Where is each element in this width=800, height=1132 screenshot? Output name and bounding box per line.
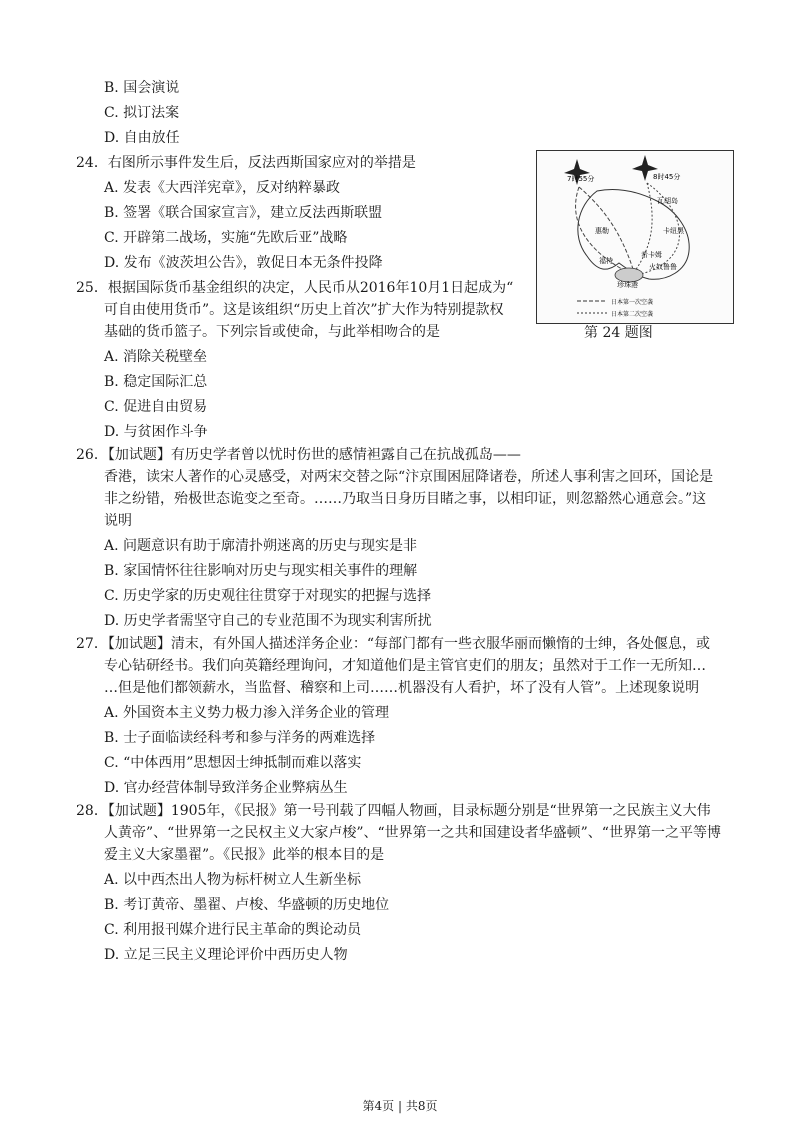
- q26-option-d: D. 历史学者需坚守自己的专业范围不为现实利害所扰: [104, 613, 432, 629]
- q26-option-a: A. 问题意识有助于廓清扑朔迷离的历史与现实是非: [104, 538, 418, 554]
- figure-caption: 第 24 题图: [584, 325, 653, 341]
- q27-option-d: D. 官办经营体制导致洋务企业弊病丛生: [104, 780, 348, 796]
- map-label-ford: 福特: [599, 257, 613, 265]
- q25-line-1: 25．根据国际货币基金组织的决定，人民币从2016年10月1日起成为“: [76, 280, 514, 296]
- q24-stem: 24．右图所示事件发生后，反法西斯国家应对的举措是: [76, 155, 416, 171]
- q26-option-c: C. 历史学家的历史观往往贯穿于对现实的把握与选择: [104, 588, 432, 604]
- map-time-left: 7时55分: [567, 175, 595, 183]
- q26-line-1: 26．【加试题】有历史学者曾以忧时伤世的感情袒露自己在抗战孤岛——: [76, 447, 521, 463]
- q24-option-c: C. 开辟第二战场，实施“先欧后亚”战略: [104, 230, 348, 246]
- prev-option-b: B. 国会演说: [104, 80, 180, 96]
- q28-line-2: 人黄帝”、“世界第一之民权主义大家卢梭”、“世界第一之共和国建设者华盛顿”、“世界第一之平等博: [104, 825, 721, 841]
- q28-option-b: B. 考订黄帝、墨翟、卢梭、华盛顿的历史地位: [104, 897, 390, 913]
- map-svg: [537, 151, 733, 323]
- q25-option-b: B. 稳定国际汇总: [104, 374, 208, 390]
- q26-line-2: 香港，读宋人著作的心灵感受，对两宋交替之际“汴京围困屈降诸卷，所述人事利害之回环，国论是: [104, 469, 714, 485]
- q27-option-c: C. “中体西用”思想因士绅抵制而难以落实: [104, 755, 362, 771]
- q27-line-1: 27．【加试题】清末，有外国人描述洋务企业：“每部门都有一些衣服华丽而懒惰的士绅，各处偃息，或: [76, 636, 710, 652]
- q27-line-2: 专心钻研经书。我们向英籍经理询问，才知道他们是主管官吏们的朋友；虽然对于工作一无所知…: [104, 658, 706, 674]
- map-label-wheeler: 惠勒: [595, 227, 609, 235]
- page-number-footer: 第4页 | 共8页: [362, 1099, 438, 1113]
- q26-option-b: B. 家国情怀往往影响对历史与现实相关事件的理解: [104, 563, 418, 579]
- harbor-shape: [615, 268, 643, 282]
- q28-option-a: A. 以中西杰出人物为标杆树立人生新坐标: [104, 872, 362, 888]
- pearl-harbor-map-figure: [536, 150, 734, 324]
- legend-second-raid: 日本第二次空袭: [611, 311, 654, 318]
- map-label-hickam: 希卡姆: [641, 251, 662, 259]
- q26-line-3: 非之纷错，殆极世态诡变之至奇。……乃取当日身历目睹之事，以相印证，则忽豁然心通意会。”这: [104, 491, 707, 507]
- map-label-honolulu: 火奴鲁鲁: [649, 263, 677, 271]
- q25-option-d: D. 与贫困作斗争: [104, 424, 208, 440]
- q24-option-b: B. 签署《联合国家宣言》，建立反法西斯联盟: [104, 205, 383, 221]
- q27-line-3: …但是他们都领薪水，当监督、稽察和上司……机器没有人看护，坏了没有人管”。上述现象说明: [104, 680, 700, 696]
- q25-option-a: A. 消除关税壁垒: [104, 349, 208, 365]
- q25-line-3: 基础的货币篮子。下列宗旨或使命，与此举相吻合的是: [104, 324, 440, 340]
- map-label-wahu: 瓦胡岛: [657, 197, 678, 205]
- q28-line-3: 爱主义大家墨翟”。《民报》此举的根本目的是: [104, 847, 385, 863]
- q28-line-1: 28．【加试题】1905年，《民报》第一号刊载了四幅人物画，目录标题分别是“世界第一之民族主义大伟: [76, 803, 711, 819]
- prev-option-c: C. 拟订法案: [104, 105, 180, 121]
- legend-first-raid: 日本第一次空袭: [611, 299, 654, 306]
- q26-line-4: 说明: [104, 513, 132, 529]
- q25-option-c: C. 促进自由贸易: [104, 399, 208, 415]
- q24-option-d: D. 发布《波茨坦公告》，敦促日本无条件投降: [104, 255, 383, 271]
- prev-option-d: D. 自由放任: [104, 130, 180, 146]
- q28-option-c: C. 利用报刊媒介进行民主革命的舆论动员: [104, 922, 362, 938]
- q28-option-d: D. 立足三民主义理论评价中西历史人物: [104, 947, 348, 963]
- map-time-right: 8时45分: [653, 173, 681, 181]
- q24-option-a: A. 发表《大西洋宪章》，反对纳粹暴政: [104, 180, 341, 196]
- map-label-kaneohe: 卡纽黑: [663, 227, 684, 235]
- q27-option-a: A. 外国资本主义势力极力渗入洋务企业的管理: [104, 705, 390, 721]
- q25-line-2: 可自由使用货币”。这是该组织“历史上首次”扩大作为特别提款权: [104, 302, 504, 318]
- q27-option-b: B. 士子面临读经科考和参与洋务的两难选择: [104, 730, 376, 746]
- map-label-pearl-harbor: 珍珠港: [617, 281, 638, 289]
